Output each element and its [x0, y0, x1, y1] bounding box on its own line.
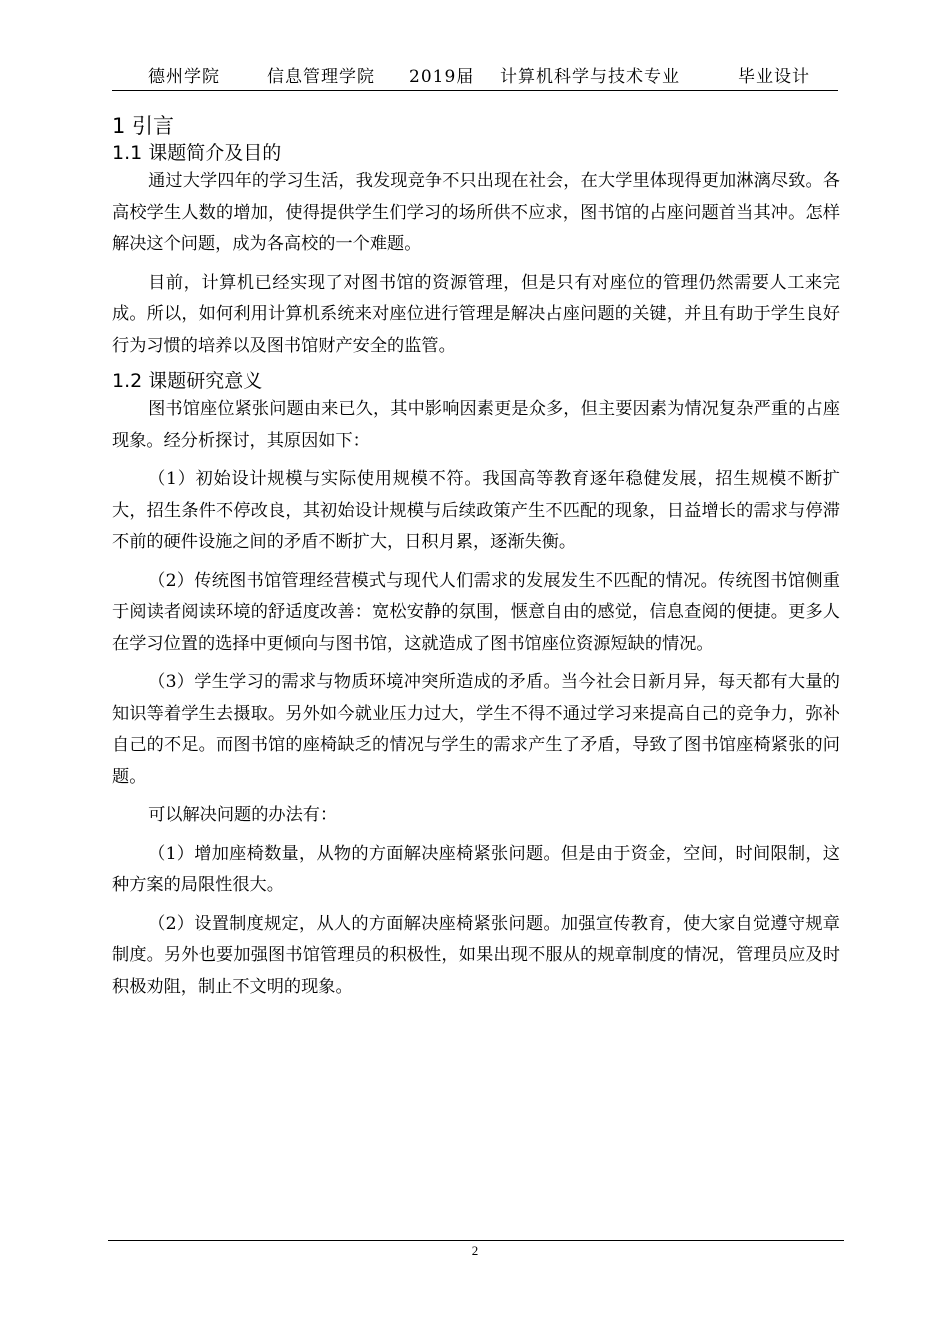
- subsection-title-1-1: 1.1 课题简介及目的: [112, 142, 282, 164]
- header-college: 信息管理学院: [267, 67, 375, 87]
- paragraph: （2）设置制度规定，从人的方面解决座椅紧张问题。加强宣传教育，使大家自觉遵守规章制度。另外也要加强图书馆管理员的积极性，如果出现不服从的规章制度的情况，管理员应及时积极劝阻，制止不文明的现象。: [112, 913, 840, 997]
- paragraph: 图书馆座位紧张问题由来已久，其中影响因素更是众多，但主要因素为情况复杂严重的占座现象。经分析探讨，其原因如下：: [112, 399, 840, 451]
- header-doc-type: 毕业设计: [738, 67, 810, 87]
- header-school: 德州学院: [148, 67, 220, 87]
- paragraph: 通过大学四年的学习生活，我发现竞争不只出现在社会，在大学里体现得更加淋漓尽致。各高校学生人数的增加，使得提供学生们学习的场所供不应求，图书馆的占座问题首当其冲。怎样解决这个问题，成为各高校的一个难题。: [112, 171, 840, 254]
- paragraph: （2）传统图书馆管理经营模式与现代人们需求的发展发生不匹配的情况。传统图书馆侧重于阅读者阅读环境的舒适度改善：宽松安静的氛围，惬意自由的感觉，信息查阅的便捷。更多人在学习位置的选择中更倾向与图书馆，这就造成了图书馆座位资源短缺的情况。: [112, 570, 840, 654]
- section-title: 1 引言: [112, 114, 175, 138]
- footer-divider: [108, 1240, 844, 1241]
- paragraph: （1）初始设计规模与实际使用规模不符。我国高等教育逐年稳健发展，招生规模不断扩大，招生条件不停改良，其初始设计规模与后续政策产生不匹配的现象，日益增长的需求与停滞不前的硬件设施之间的矛盾不断扩大，日积月累，逐渐失衡。: [112, 469, 840, 552]
- header-major: 计算机科学与技术专业: [500, 67, 680, 87]
- paragraph: 可以解决问题的办法有：: [148, 805, 338, 825]
- paragraph: （1）增加座椅数量，从物的方面解决座椅紧张问题。但是由于资金，空间，时间限制，这种方案的局限性很大。: [112, 843, 840, 895]
- page-header: [112, 64, 838, 91]
- subsection-title-1-2: 1.2 课题研究意义: [112, 370, 263, 392]
- paragraph: （3）学生学习的需求与物质环境冲突所造成的矛盾。当今社会日新月异，每天都有大量的知识等着学生去摄取。另外如今就业压力过大，学生不得不通过学习来提高自己的竞争力，弥补自己的不足。而图书馆的座椅缺乏的情况与学生的需求产生了矛盾，导致了图书馆座椅紧张的问题。: [112, 672, 840, 787]
- page-number: 2: [471, 1243, 479, 1258]
- header-year: 2019届: [409, 67, 475, 87]
- paragraph: 目前，计算机已经实现了对图书馆的资源管理，但是只有对座位的管理仍然需要人工来完成。所以，如何利用计算机系统来对座位进行管理是解决占座问题的关键，并且有助于学生良好行为习惯的培养以及图书馆财产安全的监管。: [112, 272, 840, 356]
- page-body: [112, 112, 840, 1003]
